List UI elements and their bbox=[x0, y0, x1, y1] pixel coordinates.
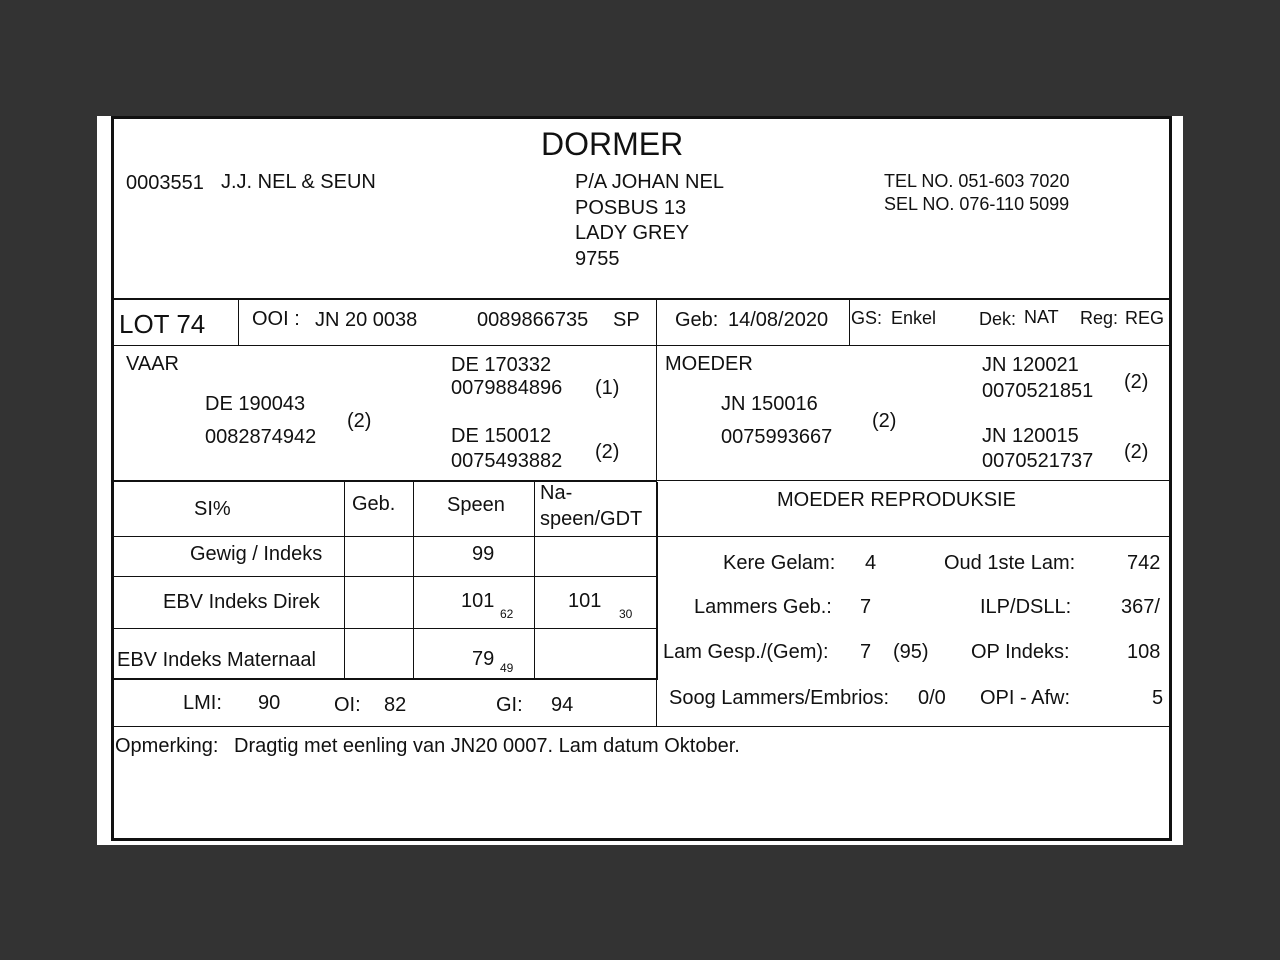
lmi-value: 90 bbox=[258, 692, 281, 714]
address-line2: POSBUS 13 bbox=[575, 197, 687, 219]
dam-dam-count: (2) bbox=[1124, 441, 1149, 463]
clipped-note bbox=[157, 840, 1127, 844]
header-si: SI% bbox=[194, 498, 231, 520]
lamgesp-value: 7 bbox=[860, 641, 872, 663]
row-direct-naspeen-sub: 30 bbox=[619, 607, 633, 621]
lamgem-value: (95) bbox=[893, 641, 929, 663]
rule-col-speen bbox=[413, 482, 414, 679]
remark-label: Opmerking: bbox=[115, 735, 219, 757]
sire-label: VAAR bbox=[126, 353, 179, 375]
sire-dam-id: DE 150012 bbox=[451, 425, 552, 447]
ewe-reg-number: 0089866735 bbox=[477, 309, 589, 331]
gs-label: GS: bbox=[851, 308, 883, 328]
sire-dam-count: (2) bbox=[595, 441, 620, 463]
kere-label: Kere Gelam: bbox=[723, 552, 836, 574]
tel-number: TEL NO. 051-603 7020 bbox=[884, 171, 1070, 191]
rule-table-top bbox=[111, 480, 657, 482]
frame-right bbox=[1169, 116, 1172, 840]
ewe-label: OOI : bbox=[252, 308, 300, 330]
rule-col-geb bbox=[344, 482, 345, 679]
dek-label: Dek: bbox=[979, 309, 1017, 329]
gi-label: GI: bbox=[496, 694, 523, 716]
header-speen: Speen bbox=[447, 494, 505, 516]
sire-dam-number: 0075493882 bbox=[451, 450, 563, 472]
row-direct-speen: 101 bbox=[461, 590, 495, 612]
opi-value: 5 bbox=[1152, 687, 1164, 709]
dam-label: MOEDER bbox=[665, 353, 753, 375]
row-direct-label: EBV Indeks Direk bbox=[163, 591, 320, 613]
header-naspeen-line1: Na- bbox=[540, 482, 573, 504]
rule-lot-div2 bbox=[656, 299, 657, 345]
reg-label: Reg: bbox=[1080, 308, 1119, 328]
dek-value: NAT bbox=[1024, 307, 1059, 327]
rule-remark-top bbox=[111, 726, 1172, 727]
lmi-label: LMI: bbox=[183, 692, 222, 714]
dam-dam-id: JN 120015 bbox=[982, 425, 1079, 447]
dam-id: JN 150016 bbox=[721, 393, 818, 415]
lot-number: LOT 74 bbox=[119, 309, 206, 339]
repro-title: MOEDER REPRODUKSIE bbox=[777, 489, 1016, 511]
sire-sire-number: 0079884896 bbox=[451, 377, 563, 399]
frame-left bbox=[111, 116, 114, 840]
rule-repro-div bbox=[656, 481, 657, 726]
address-line1: P/A JOHAN NEL bbox=[575, 171, 724, 193]
ilp-label: ILP/DSLL: bbox=[980, 596, 1072, 618]
rule-lot-div3 bbox=[849, 299, 850, 345]
dam-sire-id: JN 120021 bbox=[982, 354, 1079, 376]
lot-card bbox=[97, 116, 1183, 845]
lamgesp-label: Lam Gesp./(Gem): bbox=[663, 641, 829, 663]
rule-lot-div1 bbox=[238, 299, 239, 345]
address-line4: 9755 bbox=[575, 248, 620, 270]
row-weight-speen: 99 bbox=[472, 543, 495, 565]
gs-value: Enkel bbox=[891, 308, 937, 328]
row-direct-speen-sub: 62 bbox=[500, 607, 514, 621]
ewe-id: JN 20 0038 bbox=[315, 309, 418, 331]
address-line3: LADY GREY bbox=[575, 222, 690, 244]
row-maternal-speen: 79 bbox=[472, 648, 495, 670]
dam-number: 0075993667 bbox=[721, 426, 833, 448]
rule-lot-top bbox=[111, 298, 1172, 300]
header-geb: Geb. bbox=[352, 493, 396, 515]
rule-repro-head bbox=[657, 536, 1171, 537]
dam-sire-number: 0070521851 bbox=[982, 380, 1094, 402]
opi-label: OPI - Afw: bbox=[980, 687, 1071, 709]
rule-pedigree-div bbox=[656, 345, 657, 480]
reg-value: REG bbox=[1125, 308, 1165, 328]
birth-date: 14/08/2020 bbox=[728, 309, 829, 331]
soog-value: 0/0 bbox=[918, 687, 946, 709]
rule-row3 bbox=[114, 678, 658, 680]
kere-value: 4 bbox=[865, 552, 877, 574]
row-maternal-label: EBV Indeks Maternaal bbox=[117, 649, 316, 671]
lammers-value: 7 bbox=[860, 596, 872, 618]
gi-value: 94 bbox=[551, 694, 574, 716]
birth-label: Geb: bbox=[675, 309, 719, 331]
oud-label: Oud 1ste Lam: bbox=[944, 552, 1076, 574]
header-naspeen-line2: speen/GDT bbox=[540, 508, 643, 530]
oi-value: 82 bbox=[384, 694, 407, 716]
frame-top bbox=[112, 116, 1171, 119]
sire-sire-id: DE 170332 bbox=[451, 354, 552, 376]
row-direct-naspeen: 101 bbox=[568, 590, 602, 612]
rule-row1 bbox=[114, 576, 658, 577]
sire-sire-count: (1) bbox=[595, 377, 620, 399]
rule-repro-top bbox=[657, 480, 1171, 481]
row-weight-label: Gewig / Indeks bbox=[190, 543, 323, 565]
op-label: OP Indeks: bbox=[971, 641, 1070, 663]
sire-number: 0082874942 bbox=[205, 426, 317, 448]
dam-dam-number: 0070521737 bbox=[982, 450, 1094, 472]
owner-code: 0003551 bbox=[126, 172, 204, 194]
lammers-label: Lammers Geb.: bbox=[694, 596, 832, 618]
dam-sire-count: (2) bbox=[1124, 371, 1149, 393]
owner-name: J.J. NEL & SEUN bbox=[221, 171, 376, 193]
page-title: DORMER bbox=[541, 126, 684, 162]
ilp-value: 367/ bbox=[1121, 596, 1160, 618]
oud-value: 742 bbox=[1127, 552, 1161, 574]
rule-table-head bbox=[114, 536, 658, 537]
op-value: 108 bbox=[1127, 641, 1161, 663]
rule-lot-bottom bbox=[111, 345, 1172, 346]
oi-label: OI: bbox=[334, 694, 361, 716]
rule-row2 bbox=[114, 628, 658, 629]
ewe-reg-code: SP bbox=[613, 309, 640, 331]
sel-number: SEL NO. 076-110 5099 bbox=[884, 194, 1070, 214]
dam-count: (2) bbox=[872, 410, 897, 432]
rule-col-naspeen bbox=[534, 482, 535, 679]
row-maternal-speen-sub: 49 bbox=[500, 661, 514, 675]
soog-label: Soog Lammers/Embrios: bbox=[669, 687, 890, 709]
sire-id: DE 190043 bbox=[205, 393, 306, 415]
remark-text: Dragtig met eenling van JN20 0007. Lam datum Oktober. bbox=[234, 735, 740, 757]
sire-count: (2) bbox=[347, 410, 372, 432]
